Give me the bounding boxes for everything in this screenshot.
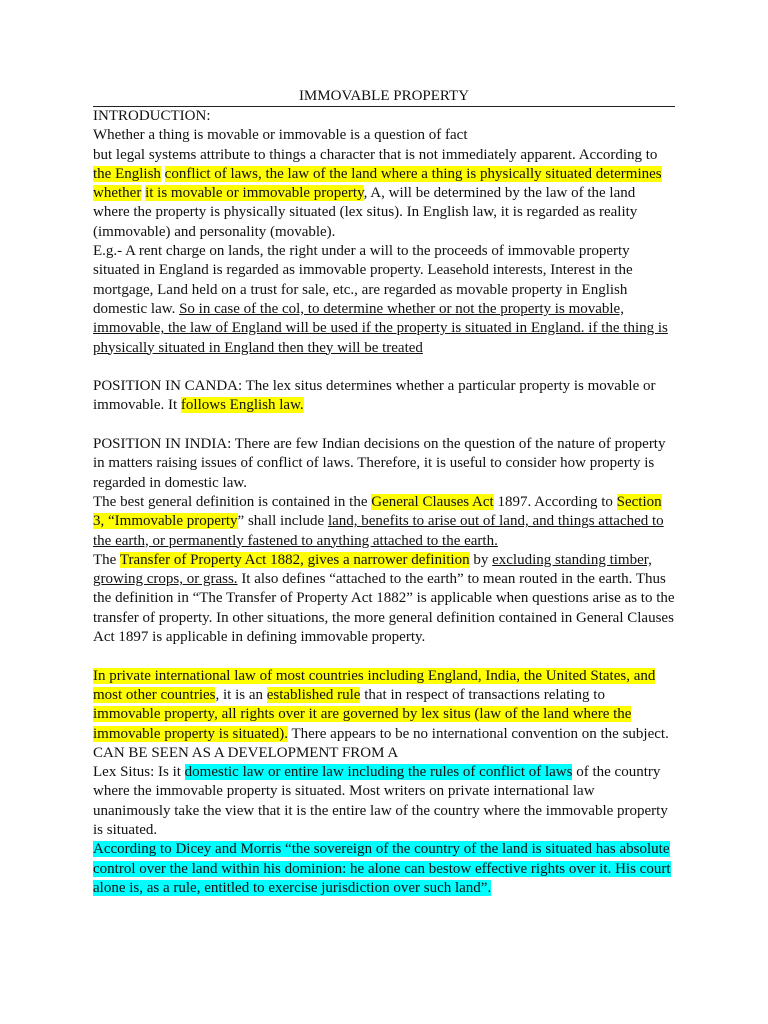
text-run: that in respect of transactions relating to <box>360 686 605 703</box>
lex-situs-paragraph <box>93 763 675 840</box>
text-run: but legal systems attribute to things a character that is not immediately apparent. According to <box>93 146 658 163</box>
text-run: POSITION IN CANDA: The lex situs determines whether a particular property is movable or immovable. It <box>93 378 656 414</box>
highlighted-text: General Clauses Act <box>371 493 494 510</box>
text-run: , it is an <box>215 686 267 703</box>
general-clauses-paragraph <box>93 493 675 551</box>
text-run: , A, will be determined by the law of the land where the property is physically situated (lex situs). In English law, it is regarded as reality (immovable) and personality (movable). <box>93 185 638 240</box>
text-run: E.g.- A rent charge on lands, the right under a will to the proceeds of immovable property situated in England is regarded as immovable property. Leasehold interests, Interest in the mortgage, Land held on a trust for sale, etc., are regarded as movable property in English domestic law. <box>93 243 633 317</box>
highlighted-text: established rule <box>266 686 361 703</box>
highlighted-text: it is movable or immovable property <box>145 185 364 202</box>
text-run: The best general definition is contained in the <box>93 493 372 510</box>
transfer-of-property-paragraph <box>93 551 675 647</box>
text-run: ” shall include <box>237 513 328 530</box>
text-run: The <box>93 551 120 568</box>
intro-heading: INTRODUCTION: <box>93 108 211 124</box>
highlighted-text: immovable property, all rights over it are governed by lex situs (law of the land where the immovable property is situated). <box>93 706 632 742</box>
text-run: 1897. According to <box>493 493 617 510</box>
spacer <box>93 358 675 377</box>
highlighted-text: In private international law of most countries including England, India, the United States, and most other countries <box>93 667 656 703</box>
text-run: POSITION IN INDIA: There are few Indian decisions on the question of the nature of property in matters raising issues of conflict of laws. Therefore, it is useful to consider how property is regarded in domestic law. <box>93 436 666 491</box>
example-paragraph <box>93 242 675 358</box>
text-run: of the country where the immovable property is situated. Most writers on private international law unanimously take the view that it is the entire law of the country where the immovable property is situated. <box>93 764 668 838</box>
highlighted-text: Section 3, “Immovable property <box>93 493 662 530</box>
dicey-morris-paragraph <box>93 840 675 898</box>
document-page <box>93 88 675 898</box>
text-run: by <box>469 551 493 568</box>
text-run: There appears to be no international convention on the subject. CAN BE SEEN AS A DEVELOPMENT FROM A <box>93 725 669 761</box>
document-title: IMMOVABLE PROPERTY <box>93 88 675 107</box>
highlighted-text: the English <box>93 165 161 182</box>
intro-paragraph <box>93 126 675 242</box>
highlighted-text-cyan: According to Dicey and Morris “the sovereign of the country of the land is situated has absolute control over the land within his dominion: he alone can bestow effective rights over it. His court alone is, as a rule, entitled to exercise jurisdiction over such land”. <box>93 841 671 896</box>
highlighted-text-cyan: domestic law or entire law including the rules of conflict of laws <box>184 764 573 781</box>
spacer <box>93 416 675 435</box>
text-run: It also defines “attached to the earth” to mean routed in the earth. Thus the definition in “The Transfer of Property Act 1882” is applicable when questions arise as to the transfer of property. In other situations, the more general definition contained in General Clauses Act 1897 is applicable in defining immovable property. <box>93 571 675 646</box>
india-paragraph <box>93 435 675 493</box>
text-run: Whether a thing is movable or immovable is a question of fact <box>93 127 468 144</box>
canada-paragraph <box>93 377 675 416</box>
private-international-law-paragraph <box>93 667 675 763</box>
highlighted-text: Transfer of Property Act 1882, gives a narrower definition <box>119 551 470 568</box>
underlined-text: excluding standing timber, growing crops, or grass. <box>93 551 652 588</box>
spacer <box>93 647 675 666</box>
underlined-text: So in case of the col, to determine whether or not the property is movable, immovable, the law of England will be used if the property is situated in England. if the thing is physically situated in England then they will be treated <box>93 300 668 356</box>
underlined-text: land, benefits to arise out of land, and things attached to the earth, or permanently fastened to anything attached to the earth. <box>93 513 664 549</box>
text-run: Lex Situs: Is it <box>93 764 185 781</box>
highlighted-text: follows English law. <box>180 397 304 414</box>
highlighted-text: conflict of laws, the law of the land where a thing is physically situated determines whether <box>93 165 662 202</box>
